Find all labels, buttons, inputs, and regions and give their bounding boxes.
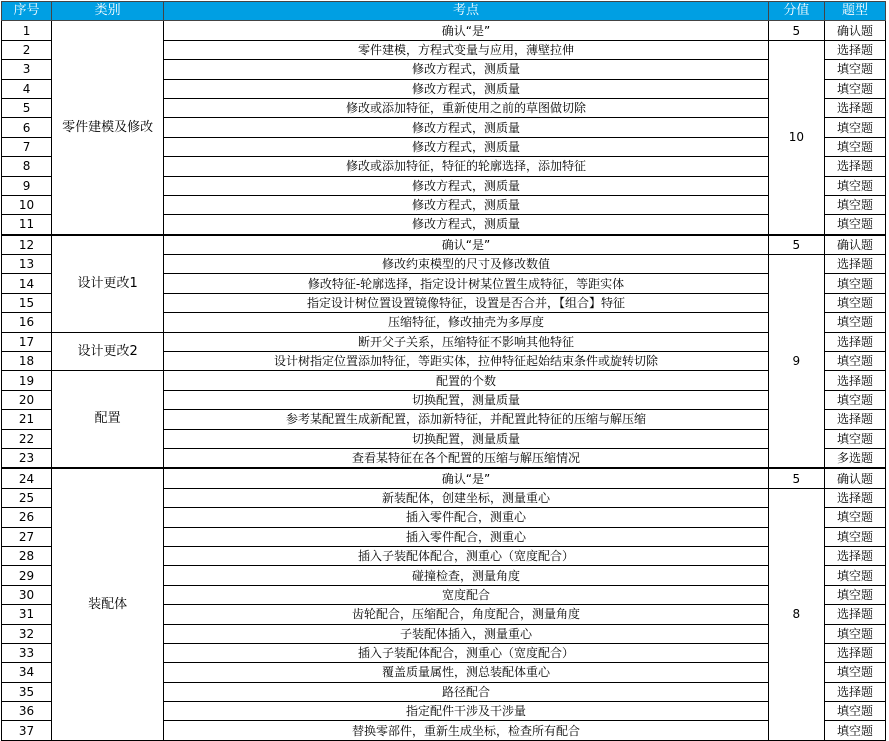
category-cell: 设计更改1 xyxy=(52,235,164,332)
table-row xyxy=(2,235,886,255)
row-number: 9 xyxy=(2,176,52,195)
table-row xyxy=(2,21,886,40)
question-type-cell: 填空题 xyxy=(824,137,885,156)
row-number: 27 xyxy=(2,527,52,546)
topic-cell: 替换零部件，重新生成坐标，检查所有配合 xyxy=(164,721,769,740)
row-number: 2 xyxy=(2,40,52,59)
table-body xyxy=(2,21,886,740)
row-number: 3 xyxy=(2,60,52,79)
row-number: 8 xyxy=(2,157,52,176)
topic-cell: 修改方程式，测质量 xyxy=(164,215,769,235)
question-type-cell: 选择题 xyxy=(824,605,885,624)
question-type-cell: 填空题 xyxy=(824,176,885,195)
topic-cell: 确认“是” xyxy=(164,235,769,255)
topic-cell: 修改方程式，测质量 xyxy=(164,60,769,79)
question-type-cell: 确认题 xyxy=(824,21,885,40)
table-row xyxy=(2,371,886,390)
topic-cell: 碰撞检查，测量角度 xyxy=(164,566,769,585)
question-type-cell: 填空题 xyxy=(824,195,885,214)
topic-cell: 路径配合 xyxy=(164,682,769,701)
question-type-cell: 选择题 xyxy=(824,643,885,662)
question-type-cell: 填空题 xyxy=(824,566,885,585)
row-number: 17 xyxy=(2,332,52,351)
row-number: 19 xyxy=(2,371,52,390)
table-row xyxy=(2,468,886,488)
question-type-cell: 填空题 xyxy=(824,118,885,137)
table-header-row xyxy=(2,2,886,21)
question-type-cell: 填空题 xyxy=(824,663,885,682)
question-type-cell: 填空题 xyxy=(824,293,885,312)
row-number: 25 xyxy=(2,488,52,507)
question-type-cell: 填空题 xyxy=(824,429,885,448)
topic-cell: 修改特征-轮廓选择，指定设计树某位置生成特征，等距实体 xyxy=(164,274,769,293)
row-number: 4 xyxy=(2,79,52,98)
row-number: 5 xyxy=(2,98,52,117)
score-cell: 5 xyxy=(768,468,824,488)
topic-cell: 修改方程式，测质量 xyxy=(164,118,769,137)
row-number: 37 xyxy=(2,721,52,740)
header-category: 类别 xyxy=(52,2,164,21)
topic-cell: 覆盖质量属性，测总装配体重心 xyxy=(164,663,769,682)
row-number: 31 xyxy=(2,605,52,624)
topic-cell: 插入零件配合，测重心 xyxy=(164,527,769,546)
topic-cell: 确认“是” xyxy=(164,468,769,488)
topic-cell: 修改方程式，测质量 xyxy=(164,137,769,156)
question-type-cell: 填空题 xyxy=(824,527,885,546)
question-type-cell: 确认题 xyxy=(824,235,885,255)
category-cell: 零件建模及修改 xyxy=(52,21,164,235)
category-cell: 装配体 xyxy=(52,468,164,740)
row-number: 28 xyxy=(2,546,52,565)
question-type-cell: 选择题 xyxy=(824,488,885,507)
question-type-cell: 填空题 xyxy=(824,274,885,293)
row-number: 21 xyxy=(2,410,52,429)
topic-cell: 切换配置，测量质量 xyxy=(164,390,769,409)
question-type-cell: 填空题 xyxy=(824,79,885,98)
topic-cell: 压缩特征，修改抽壳为多厚度 xyxy=(164,313,769,332)
question-type-cell: 选择题 xyxy=(824,332,885,351)
row-number: 12 xyxy=(2,235,52,255)
row-number: 7 xyxy=(2,137,52,156)
question-type-cell: 选择题 xyxy=(824,98,885,117)
question-type-cell: 填空题 xyxy=(824,60,885,79)
topic-cell: 宽度配合 xyxy=(164,585,769,604)
topic-cell: 指定设计树位置设置镜像特征，设置是否合并，【组合】特征 xyxy=(164,293,769,312)
row-number: 30 xyxy=(2,585,52,604)
topic-cell: 配置的个数 xyxy=(164,371,769,390)
score-cell: 5 xyxy=(768,21,824,40)
question-type-cell: 填空题 xyxy=(824,508,885,527)
question-type-cell: 确认题 xyxy=(824,468,885,488)
topic-cell: 修改或添加特征，特征的轮廓选择，添加特征 xyxy=(164,157,769,176)
category-cell: 设计更改2 xyxy=(52,332,164,371)
score-cell: 5 xyxy=(768,235,824,255)
row-number: 22 xyxy=(2,429,52,448)
category-cell: 配置 xyxy=(52,371,164,468)
header-score: 分值 xyxy=(768,2,824,21)
question-type-cell: 选择题 xyxy=(824,157,885,176)
topic-cell: 零件建模，方程式变量与应用，薄壁拉伸 xyxy=(164,40,769,59)
row-number: 23 xyxy=(2,448,52,468)
score-cell: 10 xyxy=(768,40,824,234)
topic-cell: 齿轮配合，压缩配合，角度配合，测量角度 xyxy=(164,605,769,624)
topic-cell: 子装配体插入，测量重心 xyxy=(164,624,769,643)
question-type-cell: 填空题 xyxy=(824,215,885,235)
question-type-cell: 选择题 xyxy=(824,255,885,274)
topic-cell: 修改方程式，测质量 xyxy=(164,195,769,214)
row-number: 35 xyxy=(2,682,52,701)
topic-cell: 设计树指定位置添加特征，等距实体，拉伸特征起始结束条件或旋转切除 xyxy=(164,352,769,371)
header-topic: 考点 xyxy=(164,2,769,21)
question-type-cell: 填空题 xyxy=(824,390,885,409)
topic-cell: 查看某特征在各个配置的压缩与解压缩情况 xyxy=(164,448,769,468)
row-number: 10 xyxy=(2,195,52,214)
exam-points-table xyxy=(1,1,886,741)
row-number: 16 xyxy=(2,313,52,332)
row-number: 24 xyxy=(2,468,52,488)
topic-cell: 修改约束模型的尺寸及修改数值 xyxy=(164,255,769,274)
question-type-cell: 选择题 xyxy=(824,40,885,59)
topic-cell: 修改方程式，测质量 xyxy=(164,79,769,98)
header-type: 题型 xyxy=(824,2,885,21)
row-number: 14 xyxy=(2,274,52,293)
topic-cell: 插入零件配合，测重心 xyxy=(164,508,769,527)
topic-cell: 插入子装配体配合，测重心（宽度配合） xyxy=(164,546,769,565)
question-type-cell: 选择题 xyxy=(824,371,885,390)
row-number: 20 xyxy=(2,390,52,409)
row-number: 33 xyxy=(2,643,52,662)
row-number: 32 xyxy=(2,624,52,643)
row-number: 36 xyxy=(2,702,52,721)
question-type-cell: 选择题 xyxy=(824,410,885,429)
topic-cell: 新装配体，创建坐标，测量重心 xyxy=(164,488,769,507)
row-number: 18 xyxy=(2,352,52,371)
topic-cell: 确认“是” xyxy=(164,21,769,40)
row-number: 1 xyxy=(2,21,52,40)
question-type-cell: 填空题 xyxy=(824,721,885,740)
row-number: 29 xyxy=(2,566,52,585)
question-type-cell: 填空题 xyxy=(824,585,885,604)
row-number: 11 xyxy=(2,215,52,235)
topic-cell: 切换配置，测量质量 xyxy=(164,429,769,448)
topic-cell: 参考某配置生成新配置，添加新特征，并配置此特征的压缩与解压缩 xyxy=(164,410,769,429)
row-number: 26 xyxy=(2,508,52,527)
topic-cell: 修改方程式，测质量 xyxy=(164,176,769,195)
question-type-cell: 选择题 xyxy=(824,682,885,701)
score-cell: 9 xyxy=(768,255,824,469)
question-type-cell: 选择题 xyxy=(824,546,885,565)
question-type-cell: 多选题 xyxy=(824,448,885,468)
header-no: 序号 xyxy=(2,2,52,21)
row-number: 6 xyxy=(2,118,52,137)
topic-cell: 修改或添加特征，重新使用之前的草图做切除 xyxy=(164,98,769,117)
question-type-cell: 填空题 xyxy=(824,352,885,371)
score-cell: 8 xyxy=(768,488,824,740)
row-number: 15 xyxy=(2,293,52,312)
row-number: 13 xyxy=(2,255,52,274)
row-number: 34 xyxy=(2,663,52,682)
question-type-cell: 填空题 xyxy=(824,702,885,721)
topic-cell: 断开父子关系，压缩特征不影响其他特征 xyxy=(164,332,769,351)
table-row xyxy=(2,332,886,351)
question-type-cell: 填空题 xyxy=(824,313,885,332)
question-type-cell: 填空题 xyxy=(824,624,885,643)
topic-cell: 指定配件干涉及干涉量 xyxy=(164,702,769,721)
topic-cell: 插入子装配体配合，测重心（宽度配合） xyxy=(164,643,769,662)
